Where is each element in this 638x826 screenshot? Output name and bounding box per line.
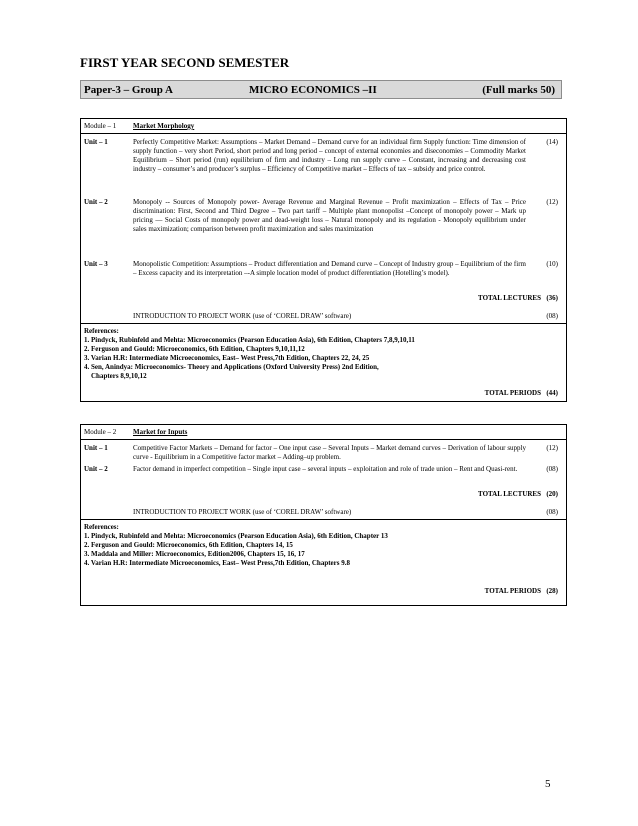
module-2-total-lectures-value: (20) xyxy=(546,490,558,498)
module-1-title: Market Morphology xyxy=(133,122,195,130)
module-1-unit-2-text: Monopoly -- Sources of Monopoly power- Average Revenue and Marginal Revenue – Profit maximization – Effects of Tax – Price discrimination: First, Second and Third Degree – Two part tariff – Multiple plant monopolist –Concept of monopoly power – Mark up pricing — Social Costs of monopoly power and dead-weight loss – Natural monopoly and its regulation - Monopoly equilibrium under sales maximization; comparison between profit maximization and sales maximization xyxy=(133,198,526,233)
module-2-header xyxy=(81,425,566,440)
module-1-intro-project-value: (08) xyxy=(546,312,558,320)
semester-title: FIRST YEAR SECOND SEMESTER xyxy=(80,55,290,70)
page-number: 5 xyxy=(545,778,551,790)
module-1-unit-1-text: Perfectly Competitive Market: Assumptions – Market Demand – Demand curve for an individual firm Supply function: Time dimension of supply function – very short Period, short period and long period – concept of external economies and diseconomies – Commodity Market Equilibrium – Short period (run) equilibrium of firm and industry – Long run supply curve – Constant, increasing and decreasing cost industry – consumer’s and producer’s surplus – Efficiency of Competitive market – Effects of tax – subsidy and price control. xyxy=(133,138,526,173)
paper-header-bar xyxy=(80,80,562,99)
paper-full-marks: (Full marks 50) xyxy=(482,84,555,96)
module-2-total-periods-label: TOTAL PERIODS xyxy=(484,587,541,595)
module-1-total-periods-value: (44) xyxy=(546,389,558,397)
module-2-divider xyxy=(81,519,566,520)
module-2-unit-2-text: Factor demand in imperfect competition – Single input case – several inputs – exploitation and role of trade union – Rent and Quasi-rent. xyxy=(133,465,518,473)
module-2-reference-item: 3. Maddala and Miller: Microeconomics, Edition2006, Chapters 15, 16, 17 xyxy=(84,550,305,558)
module-2-unit-2-marks: (08) xyxy=(546,465,558,473)
module-1-total-lectures-value: (36) xyxy=(546,294,558,302)
paper-group-label: Paper-3 – Group A xyxy=(84,84,173,96)
module-1-reference-item: 4. Sen, Anindya: Microeconomics- Theory and Applications (Oxford University Press) 2nd Edition, xyxy=(84,363,379,371)
module-2-unit-1-text: Competitive Factor Markets – Demand for factor – One input case – Several Inputs – Market demand curves – Derivation of labour supply curve - Equilibrium in a Competitive factor market – Adding–up problem. xyxy=(133,444,526,461)
module-1-reference-item: 3. Varian H.R: Intermediate Microeconomics, East– West Press,7th Edition, Chapters 22, 24, 25 xyxy=(84,354,370,362)
module-2-unit-1-label: Unit – 1 xyxy=(84,444,108,452)
module-1-reference-item: Chapters 8,9,10,12 xyxy=(91,372,147,380)
module-2-unit-2-label: Unit – 2 xyxy=(84,465,108,473)
module-2-total-periods-value: (28) xyxy=(546,587,558,595)
module-2-intro-project-value: (08) xyxy=(546,508,558,516)
module-1-header xyxy=(81,119,566,134)
module-1-reference-item: 1. Pindyck, Rubinfeld and Mehta: Microeconomics (Pearson Education Asia), 6th Edition, Chapters 7,8,9,10,11 xyxy=(84,336,415,344)
module-1-unit-2-marks: (12) xyxy=(546,198,558,206)
module-1-label: Module – 1 xyxy=(84,122,117,130)
module-1-total-periods-label: TOTAL PERIODS xyxy=(484,389,541,397)
paper-subject-label: MICRO ECONOMICS –II xyxy=(249,84,377,96)
module-2-references-heading: References: xyxy=(84,523,119,531)
module-1-unit-2-label: Unit – 2 xyxy=(84,198,108,206)
module-2-intro-project-work: INTRODUCTION TO PROJECT WORK (use of ‘COREL DRAW’ software) xyxy=(133,508,352,516)
module-1-unit-3-text: Monopolistic Competition: Assumptions – Product differentiation and Demand curve – Concept of Industry group – Equilibrium of the firm – Excess capacity and its interpretation –-A simple location model of product differentiation (Hotelling’s model). xyxy=(133,260,526,277)
module-1-reference-item: 2. Ferguson and Gould: Microeconomics, 6th Edition, Chapters 9,10,11,12 xyxy=(84,345,305,353)
module-1-references xyxy=(84,327,554,381)
module-2-unit-1-marks: (12) xyxy=(546,444,558,452)
module-2-reference-item: 4. Varian H.R: Intermediate Microeconomics, East– West Press,7th Edition, Chapters 9.8 xyxy=(84,559,350,567)
module-1-unit-3-label: Unit – 3 xyxy=(84,260,108,268)
module-1-references-heading: References: xyxy=(84,327,119,335)
module-2-label: Module – 2 xyxy=(84,428,117,436)
module-1-box xyxy=(80,118,567,402)
module-2-title: Market for Inputs xyxy=(133,428,188,436)
module-2-references xyxy=(84,523,554,568)
module-2-reference-item: 2. Ferguson and Gould: Microeconomics, 6th Edition, Chapters 14, 15 xyxy=(84,541,293,549)
module-1-intro-project-work: INTRODUCTION TO PROJECT WORK (use of ‘COREL DRAW’ software) xyxy=(133,312,352,320)
module-2-box xyxy=(80,424,567,606)
module-2-total-lectures-label: TOTAL LECTURES xyxy=(478,490,541,498)
module-1-unit-1-marks: (14) xyxy=(546,138,558,146)
module-1-unit-3-marks: (10) xyxy=(546,260,558,268)
module-1-unit-1-label: Unit – 1 xyxy=(84,138,108,146)
module-2-reference-item: 1. Pindyck, Rubinfeld and Mehta: Microeconomics (Pearson Education Asia), 6th Edition, Chapter 13 xyxy=(84,532,388,540)
module-1-divider xyxy=(81,323,566,324)
module-1-total-lectures-label: TOTAL LECTURES xyxy=(478,294,541,302)
